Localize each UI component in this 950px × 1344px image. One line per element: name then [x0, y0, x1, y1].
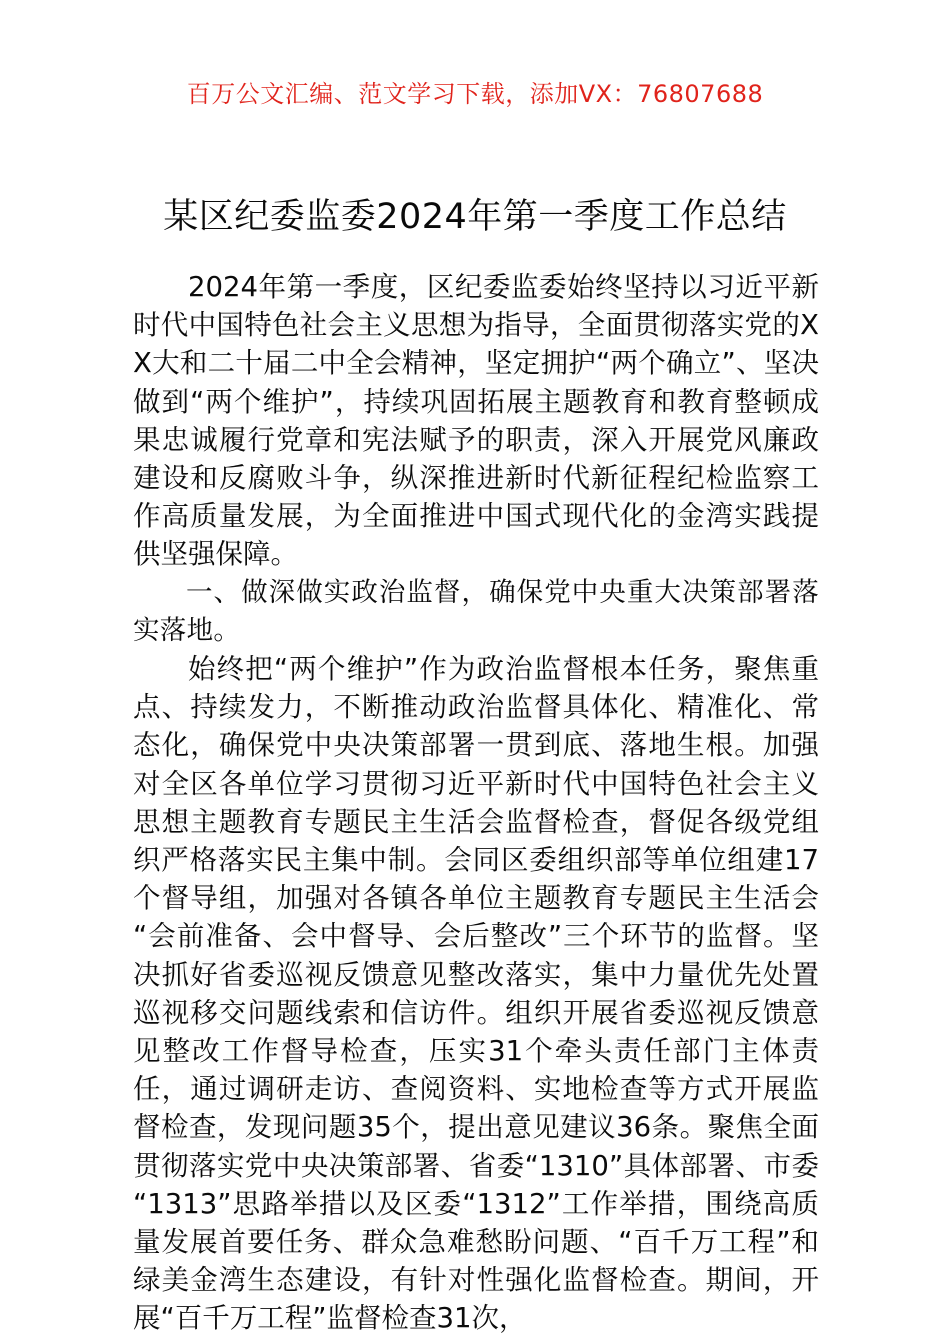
- document-body: [133, 268, 819, 1338]
- page-title: 某区纪委监委2024年第一季度工作总结: [163, 197, 787, 238]
- section-heading-1: 一、做深做实政治监督，确保党中央重大决策部署落实落地。: [133, 576, 819, 646]
- paragraph-section-1-body: 始终把“两个维护”作为政治监督根本任务，聚焦重点、持续发力，不断推动政治监督具体化、精准化、常态化，确保党中央决策部署一贯到底、落地生根。加强对全区各单位学习贯彻习近平新时代中国特色社会主义思想主题教育专题民主生活会监督检查，督促各级党组织严格落实民主集中制。会同区委组织部等单位组建17个督导组，加强对各镇各单位主题教育专题民主生活会“会前准备、会中督导、会后整改”三个环节的监督。坚决抓好省委巡视反馈意见整改落实，集中力量优先处置巡视移交问题线索和信访件。组织开展省委巡视反馈意见整改工作督导检查，压实31个牵头责任部门主体责任，通过调研走访、查阅资料、实地检查等方式开展监督检查，发现问题35个，提出意见建议36条。聚焦全面贯彻落实党中央决策部署、省委“1310”具体部署、市委“1313”思路举措以及区委“1312”工作举措，围绕高质量发展首要任务、群众急难愁盼问题、“百千万工程”和绿美金湾生态建设，有针对性强化监督检查。期间，开展“百千万工程”监督检查31次，: [133, 653, 819, 1335]
- paragraph-intro: 2024年第一季度，区纪委监委始终坚持以习近平新时代中国特色社会主义思想为指导，全面贯彻落实党的XX大和二十届二中全会精神，坚定拥护“两个确立”、坚决做到“两个维护”，持续巩固拓展主题教育和教育整顿成果忠诚履行党章和宪法赋予的职责，深入开展党风廉政建设和反腐败斗争，纵深推进新时代新征程纪检监察工作高质量发展，为全面推进中国式现代化的金湾实践提供坚强保障。: [133, 271, 819, 571]
- promo-banner-text: 百万公文汇编、范文学习下载，添加VX：76807688: [186, 80, 764, 108]
- promo-banner: [0, 80, 950, 109]
